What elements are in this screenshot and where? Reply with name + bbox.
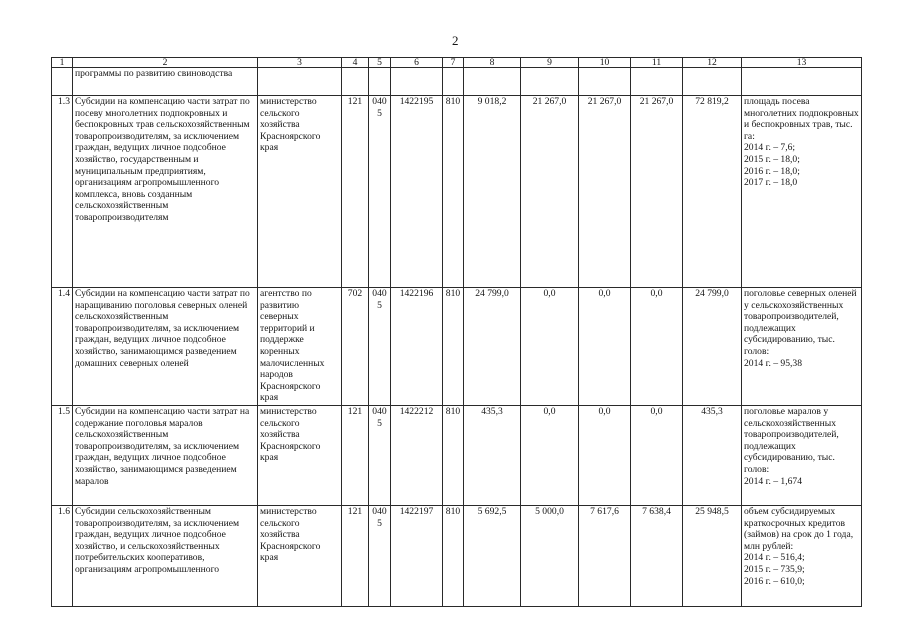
cell-empty bbox=[443, 68, 464, 96]
measure-name: Субсидии сельскохозяйственным товаропроизводителям, за исключением граждан, ведущих личное подсобное хозяйство, и сельскохозяйственных потребительских кооперативов, организациям агропромышленного bbox=[73, 506, 258, 607]
amount-2017: 0,0 bbox=[631, 288, 683, 406]
cell-name: программы по развитию свиноводства bbox=[73, 68, 258, 96]
col-num-3: 3 bbox=[258, 58, 342, 68]
col-num-2: 2 bbox=[73, 58, 258, 68]
table-row bbox=[52, 96, 862, 288]
code-grbs: 121 bbox=[342, 506, 369, 607]
table-row bbox=[52, 288, 862, 406]
amount-2017: 0,0 bbox=[631, 406, 683, 506]
row-number: 1.5 bbox=[52, 406, 73, 506]
col-num-1: 1 bbox=[52, 58, 73, 68]
code-expense-type: 810 bbox=[443, 406, 464, 506]
code-target: 1422212 bbox=[391, 406, 443, 506]
code-target: 1422197 bbox=[391, 506, 443, 607]
col-num-13: 13 bbox=[742, 58, 862, 68]
col-num-4: 4 bbox=[342, 58, 369, 68]
amount-2015: 21 267,0 bbox=[521, 96, 579, 288]
amount-2014: 5 692,5 bbox=[464, 506, 521, 607]
code-grbs: 702 bbox=[342, 288, 369, 406]
col-num-8: 8 bbox=[464, 58, 521, 68]
amount-total: 24 799,0 bbox=[683, 288, 742, 406]
measure-name: Субсидии на компенсацию части затрат по наращиванию поголовья северных оленей сельскохозяйственным товаропроизводителям, за исключением граждан, ведущих личное подсобное хозяйство, занимающимся разведением домашних северных оленей bbox=[73, 288, 258, 406]
page-number: 2 bbox=[452, 33, 459, 48]
expected-result: поголовье северных оленей у сельскохозяйственных товаропроизводителей, подлежащих субсидированию, тыс. голов: 2014 г. – 95,38 bbox=[742, 288, 862, 406]
amount-2015: 0,0 bbox=[521, 406, 579, 506]
amount-2017: 7 638,4 bbox=[631, 506, 683, 607]
amount-2014: 24 799,0 bbox=[464, 288, 521, 406]
executor: министерство сельского хозяйства Красноярского края bbox=[258, 406, 342, 506]
amount-total: 435,3 bbox=[683, 406, 742, 506]
cell-empty bbox=[342, 68, 369, 96]
amount-total: 25 948,5 bbox=[683, 506, 742, 607]
amount-2014: 435,3 bbox=[464, 406, 521, 506]
amount-2016: 7 617,6 bbox=[579, 506, 631, 607]
continued-row bbox=[52, 68, 862, 96]
code-section: 0405 bbox=[369, 96, 391, 288]
code-section: 0405 bbox=[369, 506, 391, 607]
code-grbs: 121 bbox=[342, 96, 369, 288]
expected-result: поголовье маралов у сельскохозяйственных товаропроизводителей, подлежащих субсидированию, тыс. голов: 2014 г. – 1,674 bbox=[742, 406, 862, 506]
amount-2017: 21 267,0 bbox=[631, 96, 683, 288]
cell-empty bbox=[631, 68, 683, 96]
code-grbs: 121 bbox=[342, 406, 369, 506]
row-number: 1.6 bbox=[52, 506, 73, 607]
row-number: 1.4 bbox=[52, 288, 73, 406]
cell-empty bbox=[369, 68, 391, 96]
cell-empty bbox=[464, 68, 521, 96]
col-num-10: 10 bbox=[579, 58, 631, 68]
col-num-7: 7 bbox=[443, 58, 464, 68]
code-expense-type: 810 bbox=[443, 288, 464, 406]
amount-2014: 9 018,2 bbox=[464, 96, 521, 288]
amount-2016: 0,0 bbox=[579, 288, 631, 406]
amount-2015: 5 000,0 bbox=[521, 506, 579, 607]
cell-empty bbox=[391, 68, 443, 96]
cell-empty bbox=[683, 68, 742, 96]
expected-result: площадь посева многолетних подпокровных и беспокровных трав, тыс. га: 2014 г. – 7,6; 2015 г. – 18,0; 2016 г. – 18,0; 2017 г. – 18,0 bbox=[742, 96, 862, 288]
col-num-9: 9 bbox=[521, 58, 579, 68]
row-number: 1.3 bbox=[52, 96, 73, 288]
col-num-5: 5 bbox=[369, 58, 391, 68]
cell-empty bbox=[52, 68, 73, 96]
code-target: 1422196 bbox=[391, 288, 443, 406]
amount-total: 72 819,2 bbox=[683, 96, 742, 288]
expected-result: объем субсидируемых краткосрочных кредитов (займов) на срок до 1 года, млн рублей: 2014 г. – 516,4; 2015 г. – 735,9; 2016 г. – 610,0; bbox=[742, 506, 862, 607]
amount-2016: 0,0 bbox=[579, 406, 631, 506]
amount-2016: 21 267,0 bbox=[579, 96, 631, 288]
code-expense-type: 810 bbox=[443, 506, 464, 607]
col-num-12: 12 bbox=[683, 58, 742, 68]
code-section: 0405 bbox=[369, 288, 391, 406]
executor: министерство сельского хозяйства Красноярского края bbox=[258, 506, 342, 607]
measure-name: Субсидии на компенсацию части затрат на содержание поголовья маралов сельскохозяйственным товаропроизводителям, за исключением граждан, ведущих личное подсобное хозяйство, занимающимся разведением маралов bbox=[73, 406, 258, 506]
cell-empty bbox=[521, 68, 579, 96]
code-target: 1422195 bbox=[391, 96, 443, 288]
code-expense-type: 810 bbox=[443, 96, 464, 288]
cell-empty bbox=[258, 68, 342, 96]
col-num-6: 6 bbox=[391, 58, 443, 68]
code-section: 0405 bbox=[369, 406, 391, 506]
column-number-row bbox=[52, 58, 862, 68]
program-measures-table bbox=[51, 57, 862, 607]
table-row bbox=[52, 506, 862, 607]
table-row bbox=[52, 406, 862, 506]
cell-empty bbox=[579, 68, 631, 96]
executor: агентство по развитию северных территорий и поддержке коренных малочисленных народов Красноярского края bbox=[258, 288, 342, 406]
col-num-11: 11 bbox=[631, 58, 683, 68]
executor: министерство сельского хозяйства Красноярского края bbox=[258, 96, 342, 288]
measure-name: Субсидии на компенсацию части затрат по посеву многолетних подпокровных и беспокровных трав сельскохозяйственным товаропроизводителям, за исключением граждан, ведущих личное подсобное хозяйство, государственным и муниципальным предприятиям, организациям агропромышленного комплекса, вновь созданным сельскохозяйственным товаропроизводителям bbox=[73, 96, 258, 288]
amount-2015: 0,0 bbox=[521, 288, 579, 406]
cell-empty bbox=[742, 68, 862, 96]
